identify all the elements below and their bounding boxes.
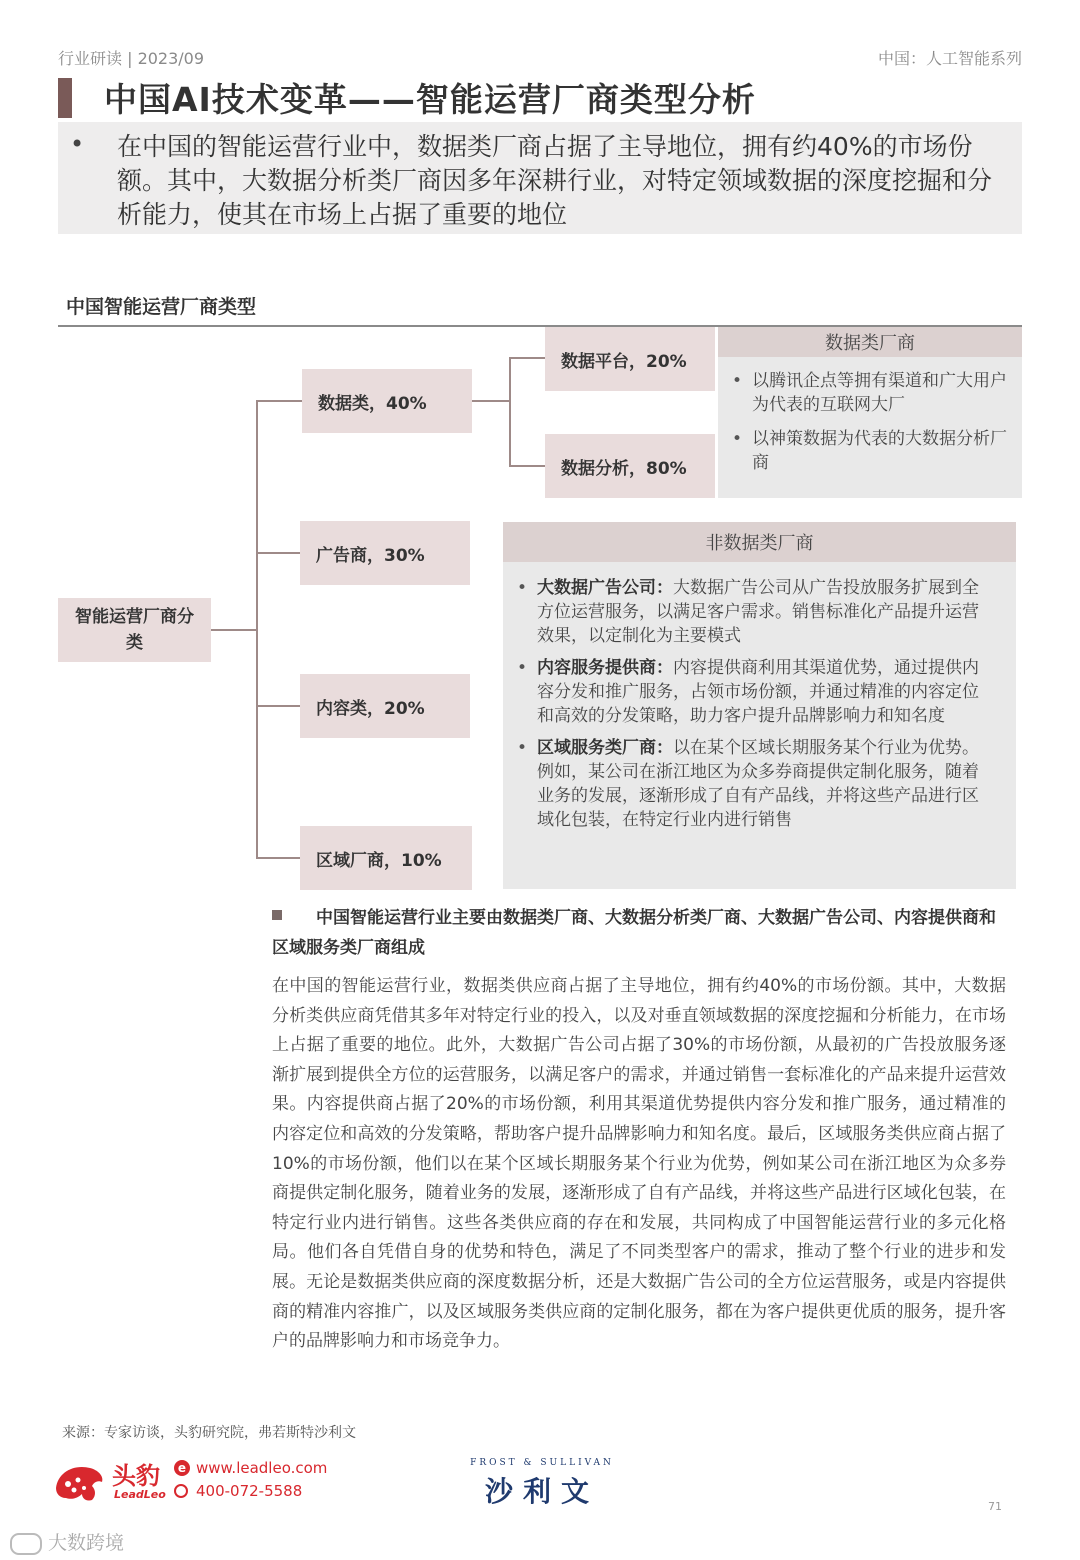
brand-name-cn: 头豹 [112, 1462, 160, 1490]
brand-name-en: LeadLeo [114, 1488, 166, 1501]
list-item-text: 以神策数据为代表的大数据分析厂商 [752, 429, 1007, 473]
branch-label: 数据类，40% [318, 393, 427, 414]
branch-label: 内容类，20% [316, 698, 425, 719]
sub-node-analytics [545, 434, 715, 498]
list-item-term: 大数据广告公司： [537, 578, 673, 598]
list-item-term: 内容服务提供商： [537, 658, 673, 678]
sub-node-platform [545, 327, 715, 391]
connector-root [211, 629, 257, 631]
phone-number: 400-072-5588 [196, 1482, 303, 1500]
list-item [509, 576, 992, 648]
list-item [509, 656, 992, 728]
website-link[interactable]: www.leadleo.com [196, 1459, 328, 1477]
connector-branch-1 [256, 400, 302, 402]
panel-title-text: 数据类厂商 [825, 333, 915, 354]
title-accent-bar [58, 78, 72, 118]
list-item-text: 以腾讯企点等拥有渠道和广大用户为代表的互联网大厂 [752, 371, 1007, 415]
list-item [509, 736, 992, 832]
series-name: 中国：人工智能系列 [877, 49, 1022, 68]
partner-name-cn: 沙利文 [484, 1475, 599, 1508]
page-title: 中国AI技术变革——智能运营厂商类型分析 [104, 80, 756, 119]
leadleo-logo[interactable] [52, 1456, 332, 1512]
frost-sullivan-logo [452, 1458, 632, 1508]
branch-node-content [300, 674, 470, 738]
watermark-text: 大数跨境 [48, 1532, 125, 1554]
data-vendor-list [718, 357, 1022, 475]
connector-sub-1 [509, 357, 545, 359]
branch-label: 区域厂商，10% [316, 850, 442, 871]
list-item-text: 大数据广告公司从广告投放服务扩展到全方位运营服务，以满足客户需求。销售标准化产品提升运营效果，以定制化为主要模式 [537, 578, 979, 646]
watermark-icon [10, 1533, 42, 1555]
sub-branch-label: 数据平台，20% [561, 351, 687, 372]
non-data-vendor-panel [503, 522, 1016, 889]
key-finding: 中国智能运营行业主要由数据类厂商、大数据分析类厂商、大数据广告公司、内容提供商和区域服务类厂商组成 [272, 908, 996, 958]
list-item-term: 区域服务类厂商： [537, 738, 673, 758]
root-node-label: 智能运营厂商分类 [75, 607, 194, 653]
list-item-text: 内容提供商利用其渠道优势，通过提供内容分发和推广服务，占领市场份额，并通过精准的内容定位和高效的分发策略，助力客户提升品牌影响力和知名度 [537, 658, 979, 726]
connector-branch-2 [256, 552, 300, 554]
list-item [724, 369, 1010, 417]
connector-sub-trunk [509, 357, 511, 467]
summary-text: 在中国的智能运营行业中，数据类厂商占据了主导地位，拥有约40%的市场份额。其中，大数据分析类厂商因多年深耕行业，对特定领域数据的深度挖掘和分析能力，使其在市场上占据了重要的地位 [117, 132, 993, 229]
branch-node-regional [300, 826, 472, 890]
panel-title-text: 非数据类厂商 [705, 533, 814, 554]
branch-node-ads [300, 521, 470, 585]
partner-name-en: FROST & SULLIVAN [470, 1458, 614, 1468]
report-tag: 行业研读 | 2023/09 [58, 49, 205, 68]
page-number: 71 [988, 1500, 1002, 1513]
root-node [58, 598, 211, 662]
data-vendor-panel-title [718, 327, 1022, 357]
section-title: 中国智能运营厂商类型 [66, 296, 257, 318]
phone-icon [174, 1484, 188, 1498]
connector-trunk [256, 400, 258, 858]
non-data-vendor-list [503, 562, 1016, 832]
leopard-icon [52, 1458, 106, 1506]
sub-branch-label: 数据分析，80% [561, 458, 687, 479]
connector-sub-2 [509, 465, 545, 467]
source-note: 来源：专家访谈，头豹研究院，弗若斯特沙利文 [62, 1425, 356, 1441]
branch-node-data [302, 369, 472, 433]
branch-label: 广告商，30% [316, 545, 425, 566]
connector-sub [472, 400, 510, 402]
connector-branch-3 [256, 705, 300, 707]
body-paragraph: 在中国的智能运营行业，数据类供应商占据了主导地位，拥有约40%的市场份额。其中，大数据分析类供应商凭借其多年对特定行业的投入，以及对垂直领域数据的深度挖掘和分析能力，在市场上占据了重要的地位。此外，大数据广告公司占据了30%的市场份额，从最初的广告投放服务逐渐扩展到提供全方位的运营服务，以满足客户的需求，并通过销售一套标准化的产品来提升运营效果。内容提供商占据了20%的市场份额，利用其渠道优势提供内容分发和推广服务，通过精准的内容定位和高效的分发策略，帮助客户提升品牌影响力和知名度。最后，区域服务类供应商占据了10%的市场份额，他们以在某个区域长期服务某个行业为优势，例如某公司在浙江地区为众多券商提供定制化服务，随着业务的发展，逐渐形成了自有产品线，并将这些产品进行区域化包装，在特定行业内进行销售。这些各类供应商的存在和发展，共同构成了中国智能运营行业的多元化格局。他们各自凭借自身的优势和特色，满足了不同类型客户的需求，推动了整个行业的进步和发展。无论是数据类供应商的深度数据分析，还是大数据广告公司的全方位运营服务，或是内容提供商的精准内容推广，以及区域服务类供应商的定制化服务，都在为客户提供更优质的服务，提升客户的品牌影响力和市场竞争力。 [272, 976, 1006, 1352]
data-vendor-panel [718, 327, 1022, 498]
connector-branch-4 [256, 857, 300, 859]
list-item-text: 以在某个区域长期服务某个行业为优势。例如，某公司在浙江地区为众多券商提供定制化服务，随着业务的发展，逐渐形成了自有产品线，并将这些产品进行区域化包装，在特定行业内进行销售 [537, 738, 979, 830]
web-icon: e [174, 1460, 190, 1476]
watermark [10, 1528, 124, 1555]
non-data-vendor-panel-title [503, 522, 1016, 562]
list-item [724, 427, 1010, 475]
summary-bullet: • [70, 130, 85, 158]
